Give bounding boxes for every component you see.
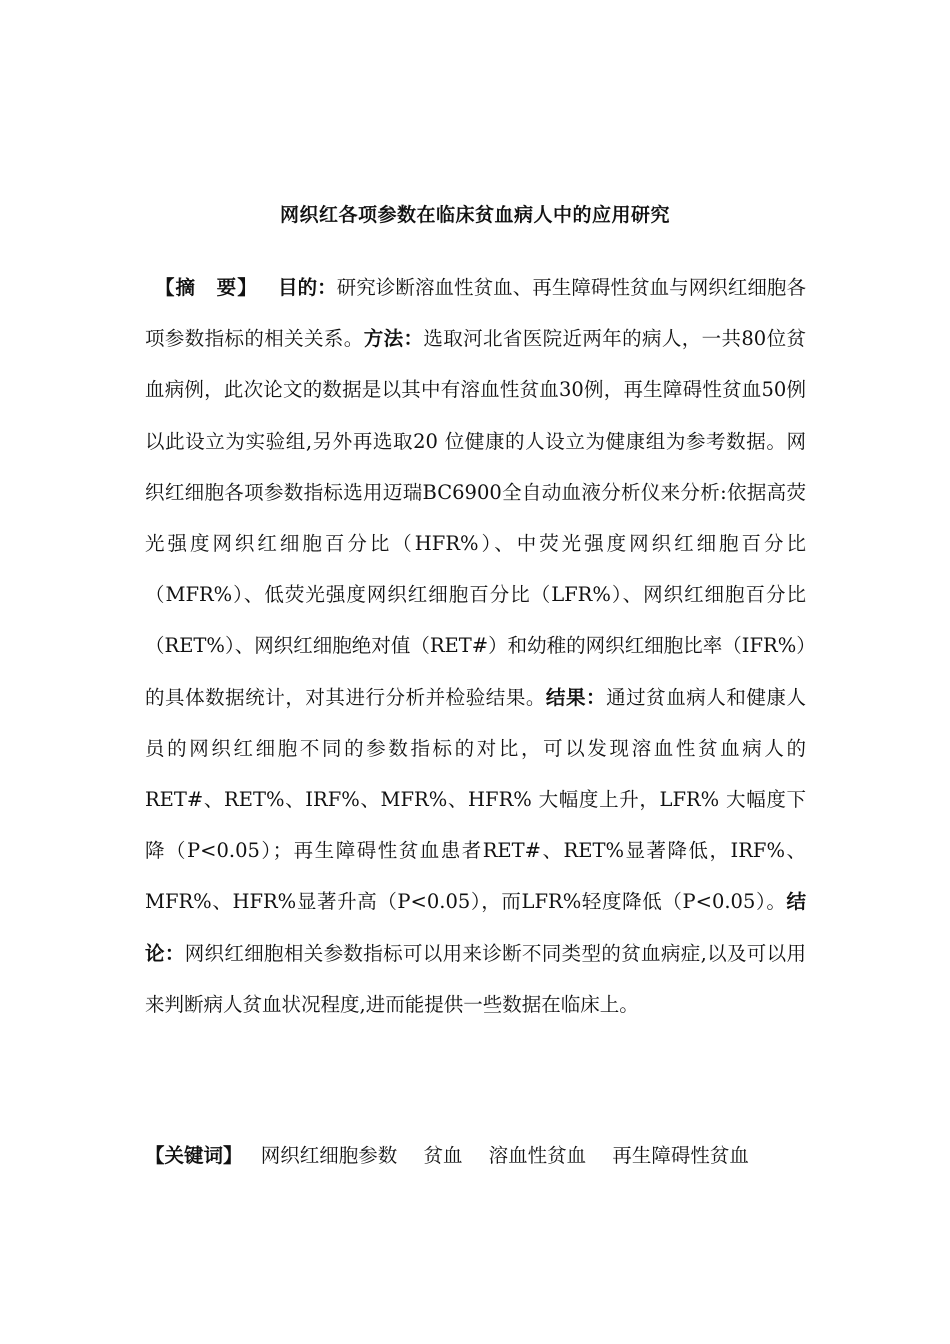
methods-label: 方法： — [363, 327, 424, 351]
keyword-item: 网织红细胞参数 — [260, 1144, 398, 1167]
keywords-label: 【关键词】 — [145, 1144, 243, 1167]
keyword-item: 贫血 — [423, 1144, 463, 1167]
objective-text: 研究诊断溶血性贫血、再生障碍性贫血与网织红细胞各项参数指标的相关关系。 — [145, 276, 806, 351]
abstract-label: 【摘 要】 — [155, 276, 258, 299]
keywords-line — [145, 1132, 806, 1180]
objective-label: 目的： — [278, 276, 337, 299]
paper-title: 网织红各项参数在临床贫血病人中的应用研究 — [279, 204, 670, 226]
abstract-paragraph — [145, 262, 806, 1030]
keyword-item: 溶血性贫血 — [488, 1144, 587, 1167]
keyword-item: 再生障碍性贫血 — [612, 1144, 749, 1167]
conclusion-label: 结论： — [145, 890, 806, 965]
methods-text: 选取河北省医院近两年的病人，一共80位贫血病例，此次论文的数据是以其中有溶血性贫血30例，再生障碍性贫血50例以此设立为实验组,另外再选取20 位健康的人设立为健康组为参考数据。网织红细胞各项参数指标选用迈瑞BC6900全自动血液分析仪来分析:依据高荧光强度网织红细胞百分比（HFR%）、中荧光强度网织红细胞百分比（MFR%）、低荧光强度网织红细胞百分比（LFR%）、网织红细胞百分比（RET%）、网织红细胞绝对值（RET#）和幼稚的网织红细胞比率（IFR%）的具体数据统计，对其进行分析并检验结果。 — [145, 327, 806, 709]
results-label: 结果： — [545, 685, 607, 709]
conclusion-text: 网织红细胞相关参数指标可以用来诊断不同类型的贫血病症,以及可以用来判断病人贫血状况程度,进而能提供一些数据在临床上。 — [145, 941, 806, 1016]
results-text: 通过贫血病人和健康人员的网织红细胞不同的参数指标的对比，可以发现溶血性贫血病人的RET#、RET%、IRF%、MFR%、HFR% 大幅度上升，LFR% 大幅度下降（P<0.05）；再生障碍性贫血患者RET#、RET%显著降低，IRF%、MFR%、HFR%显著升高（P<0.05），而LFR%轻度降低（P<0.05）。 — [145, 685, 806, 914]
